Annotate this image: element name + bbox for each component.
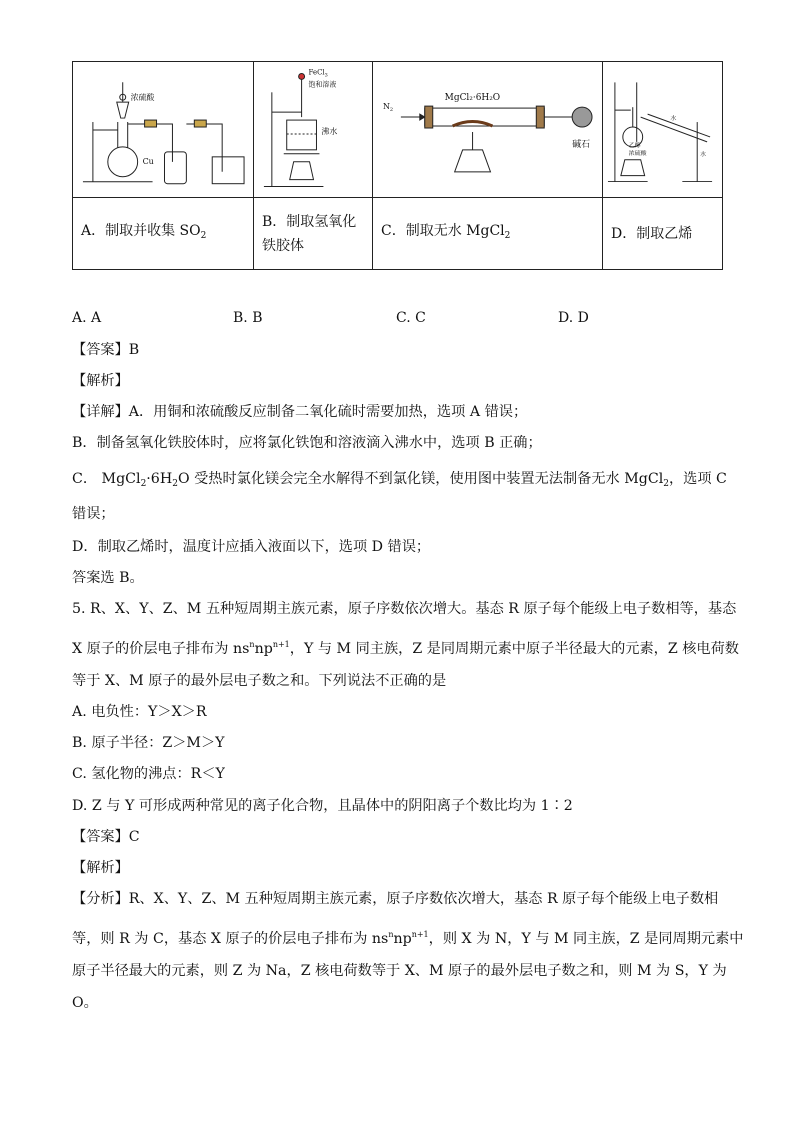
q5-stem-line-1: 5. R、X、Y、Z、M 五种短周期主族元素，原子序数依次增大。基态 R 原子每个能级上电子数相等，基态 [72,601,737,617]
q5-analysis-heading: 【解析】 [72,860,129,876]
figure-c-mgcl2-apparatus [373,62,602,197]
label-conc-sulfuric: 浓硫酸 [130,93,155,103]
q4-option-d: D. D [558,310,589,326]
q5-stem-line-3: 等于 X、M 原子的最外层电子数之和。下列说法不正确的是 [72,673,447,689]
label-fecl3: FeCl$_3$ [308,68,328,79]
figure-a-cell [73,62,254,198]
q5-option-d: D. Z 与 Y 可形成两种常见的离子化合物，且晶体中的阴阳离子个数比均为 1∶2 [72,798,573,814]
label-cu: Cu [142,156,154,166]
q4-option-b: B. B [233,310,263,326]
caption-c: C．制取无水 MgCl$_2$ [373,198,603,270]
label-water-out: 水 [700,150,707,158]
q4-option-c: C. C [396,310,426,326]
q5-stem-line-2: X 原子的价层电子排布为 $ns^nnp^{n+1}$，Y 与 M 同主族，Z 是同周期元素中原子半径最大的元素，Z 核电荷数 [72,640,739,657]
q4-detail-c: C． $MgCl_2\cdot 6H_2O$ 受热时氯化镁会完全水解得不到氯化镁，使用图中装置无法制备无水 MgCl$_2$，选项 C [72,471,727,489]
q4-conclusion: 答案选 B。 [72,570,144,586]
figure-row [73,62,723,198]
q4-detail-b: B．制备氢氧化铁胶体时，应将氯化铁饱和溶液滴入沸水中，选项 B 正确； [72,435,542,451]
q4-detail-a: 【详解】A．用铜和浓硫酸反应制备二氧化硫时需要加热，选项 A 错误； [72,404,528,420]
label-mgcl2-hydrate: MgCl₂·6H₂O [444,93,501,104]
q4-detail-d: D．制取乙烯时，温度计应插入液面以下，选项 D 错误； [72,539,431,555]
label-boiling-water: 沸水 [321,126,338,136]
q4-option-a: A. A [72,310,102,326]
q5-analysis-line-2: 等，则 R 为 C，基态 X 原子的价层电子排布为 $ns^nnp^{n+1}$，则 X 为 N，Y 与 M 同主族，Z 是同周期元素中 [72,930,744,947]
label-ethanol: 乙醇 [628,141,641,149]
label-soda-lime: 碱石 [572,139,591,150]
figure-a-so2-apparatus [73,62,253,197]
caption-a: A．制取并收集 $SO_2$ [73,198,254,270]
q4-detail-c-cont: 错误； [72,506,115,522]
q5-analysis-line-1: 【分析】R、X、Y、Z、M 五种短周期主族元素，原子序数依次增大，基态 R 原子每个能级上电子数相 [72,891,719,907]
label-saturated-solution: 饱和溶液 [308,80,337,89]
q5-option-b: B. 原子半径：Z＞M＞Y [72,735,225,751]
figure-b-cell [254,62,373,198]
apparatus-table [72,61,723,270]
figure-b-colloid-apparatus [254,62,372,197]
caption-d: D．制取乙烯 [603,198,723,270]
q5-option-c: C. 氢化物的沸点：R＜Y [72,766,225,782]
q5-option-a: A. 电负性：Y＞X＞R [72,704,207,720]
q5-answer: 【答案】C [72,829,140,845]
figure-d-cell [603,62,723,198]
q5-analysis-line-3: 原子半径最大的元素，则 Z 为 Na，Z 核电荷数等于 X、M 原子的最外层电子数之和，则 M 为 S，Y 为 [72,963,727,979]
figure-d-ethylene-apparatus [603,62,722,197]
q4-answer: 【答案】B [72,342,140,358]
figure-c-cell [373,62,603,198]
label-water-in: 水 [670,115,677,123]
label-n2: $N_2$ [382,102,394,114]
label-d-conc-sulfuric: 浓硫酸 [628,149,647,157]
caption-row [73,198,723,270]
caption-b: B．制取氢氧化 铁胶体 [254,198,373,270]
q5-analysis-line-4: O。 [72,995,98,1011]
q4-analysis-heading: 【解析】 [72,373,129,389]
